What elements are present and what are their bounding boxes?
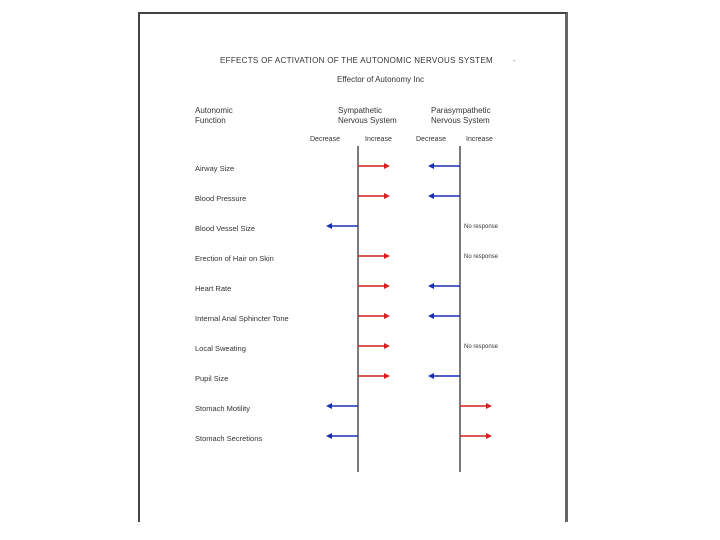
- row-label: Stomach Motility: [195, 404, 251, 413]
- row-label: Internal Anal Sphincter Tone: [195, 314, 289, 323]
- function-header-line-1: Autonomic: [195, 106, 233, 115]
- sympathetic-increase-arrow: [358, 373, 390, 379]
- row-label: Erection of Hair on Skin: [195, 254, 274, 263]
- parasympathetic-decrease-arrow: [428, 193, 460, 199]
- sympathetic-decrease-arrow: [326, 223, 358, 229]
- function-header-line-2: Function: [195, 116, 226, 125]
- row-label: Local Sweating: [195, 344, 246, 353]
- title-mark: -: [513, 56, 516, 65]
- row-label: Stomach Secretions: [195, 434, 263, 443]
- parasympathetic-header-line-2: Nervous System: [431, 116, 490, 125]
- sympathetic-decrease-arrow: [326, 403, 358, 409]
- parasympathetic-decrease-arrow: [428, 163, 460, 169]
- sympathetic-header-line-2: Nervous System: [338, 116, 397, 125]
- sympathetic-increase-arrow: [358, 163, 390, 169]
- row-label: Pupil Size: [195, 374, 229, 383]
- sympathetic-increase-arrow: [358, 193, 390, 199]
- row-label: Blood Vessel Size: [195, 224, 256, 233]
- parasympathetic-decrease-arrow: [428, 313, 460, 319]
- para-increase-header: Increase: [466, 136, 493, 143]
- no-response-label: No response: [464, 344, 499, 350]
- row-label: Airway Size: [195, 164, 235, 173]
- sympathetic-header-line-1: Sympathetic: [338, 106, 383, 115]
- sympathetic-decrease-arrow: [326, 433, 358, 439]
- parasympathetic-header-line-1: Parasympathetic: [431, 106, 491, 115]
- document-subtitle: Effector of Autonomy Inc: [337, 75, 425, 84]
- sympathetic-increase-arrow: [358, 283, 390, 289]
- row-label: Blood Pressure: [195, 194, 247, 203]
- parasympathetic-increase-arrow: [460, 403, 492, 409]
- document-title: EFFECTS OF ACTIVATION OF THE AUTONOMIC NERVOUS SYSTEM: [220, 56, 493, 65]
- document-page: [138, 12, 568, 522]
- parasympathetic-increase-arrow: [460, 433, 492, 439]
- parasympathetic-decrease-arrow: [428, 373, 460, 379]
- parasympathetic-decrease-arrow: [428, 283, 460, 289]
- no-response-label: No response: [464, 254, 499, 260]
- sympathetic-increase-arrow: [358, 343, 390, 349]
- sympathetic-increase-arrow: [358, 253, 390, 259]
- effects-diagram: [140, 14, 568, 522]
- symp-decrease-header: Decrease: [310, 136, 340, 143]
- sympathetic-increase-arrow: [358, 313, 390, 319]
- symp-increase-header: Increase: [365, 136, 392, 143]
- para-decrease-header: Decrease: [416, 136, 446, 143]
- row-label: Heart Rate: [195, 284, 232, 293]
- no-response-label: No response: [464, 224, 499, 230]
